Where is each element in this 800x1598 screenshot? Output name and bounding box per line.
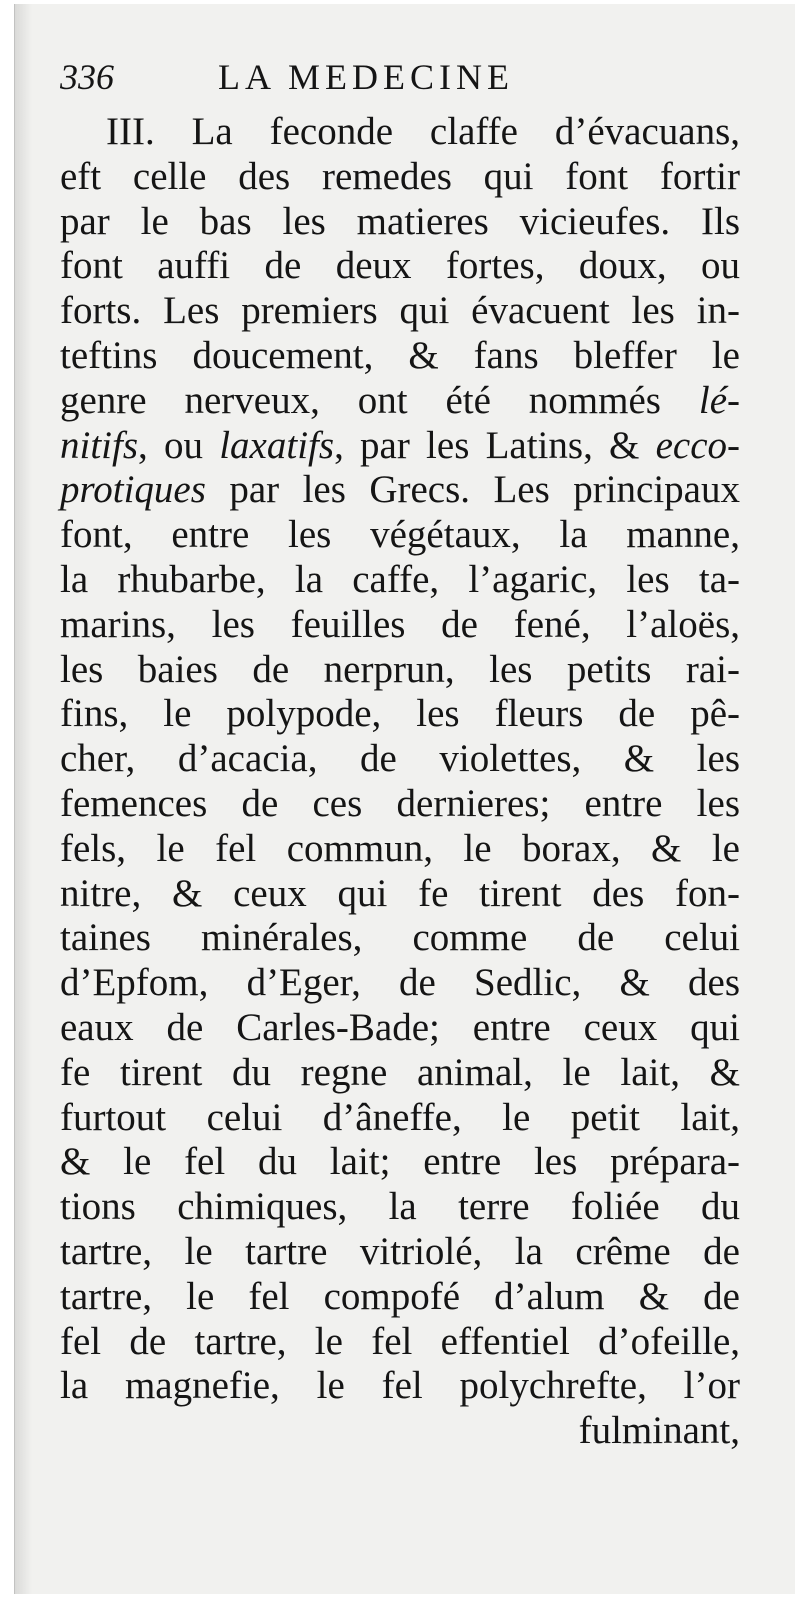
running-title: LA MEDECINE — [218, 57, 514, 97]
text-line — [60, 782, 740, 827]
text-line — [60, 1275, 740, 1320]
text-segment: par le bas les matieres vicieufes. Ils — [60, 199, 740, 243]
text-segment: eaux de Carles-Bade; entre ceux qui — [60, 1005, 740, 1049]
text-line — [60, 1364, 740, 1409]
text-line — [60, 424, 740, 469]
text-line — [60, 110, 740, 155]
text-segment: fel de tartre, le fel effentiel d’ofeille, — [60, 1319, 740, 1363]
text-segment: furtout celui d’âneffe, le petit lait, — [60, 1095, 740, 1139]
text-segment: , ou — [138, 423, 220, 467]
text-segment: fels, le fel commun, le borax, & le — [60, 826, 740, 870]
text-segment: la magnefie, le fel polychrefte, l’or — [60, 1364, 740, 1408]
text-segment: , par les Latins, & — [334, 423, 656, 467]
text-segment: nitre, & ceux qui fe tirent des fon- — [60, 871, 740, 915]
text-line — [60, 1409, 740, 1454]
text-segment: d’Epfom, d’Eger, de Sedlic, & des — [60, 961, 740, 1005]
text-segment: fe tirent du regne animal, le lait, & — [60, 1050, 740, 1094]
text-line — [60, 558, 740, 603]
text-segment: teftins doucement, & fans bleffer le — [60, 333, 740, 377]
text-line — [60, 155, 740, 200]
italic-text: ecco- — [655, 423, 741, 467]
text-segment: cher, d’acacia, de violettes, & les — [60, 737, 740, 781]
text-line — [60, 244, 740, 289]
text-segment: taines minérales, comme de celui — [60, 916, 740, 960]
text-line — [60, 1051, 740, 1096]
text-line — [60, 872, 740, 917]
italic-text: protiques — [60, 468, 206, 512]
italic-text: lé- — [698, 378, 740, 422]
body-text — [60, 110, 740, 1454]
text-segment: femences de ces dernieres; entre les — [60, 781, 740, 825]
text-segment: font auffi de deux fortes, doux, ou — [60, 244, 740, 288]
text-line — [60, 468, 740, 513]
page-gutter-shadow — [14, 4, 32, 1594]
text-segment: fulminant, — [578, 1409, 740, 1453]
running-head — [60, 56, 580, 102]
text-segment: III. La feconde claffe d’évacuans, — [106, 110, 740, 153]
text-line — [60, 1320, 740, 1365]
text-segment: genre nerveux, ont été nommés — [60, 378, 699, 422]
text-segment: tartre, le tartre vitriolé, la crême de — [60, 1229, 740, 1273]
text-line — [60, 379, 740, 424]
text-line — [60, 737, 740, 782]
text-segment: eft celle des remedes qui font fortir — [60, 154, 740, 198]
italic-text: nitifs — [60, 423, 139, 467]
text-segment: & le fel du lait; entre les prépara- — [60, 1140, 740, 1184]
text-line — [60, 603, 740, 648]
text-line — [60, 289, 740, 334]
italic-text: laxatifs — [219, 423, 335, 467]
text-segment: font, entre les végétaux, la manne, — [60, 513, 740, 557]
text-line — [60, 648, 740, 693]
text-line — [60, 961, 740, 1006]
text-line — [60, 916, 740, 961]
text-segment: marins, les feuilles de fené, l’aloës, — [60, 602, 740, 646]
text-line — [60, 692, 740, 737]
text-line — [60, 1006, 740, 1051]
text-line — [60, 1185, 740, 1230]
text-segment: tartre, le fel compofé d’alum & de — [60, 1274, 740, 1318]
text-segment: fins, le polypode, les fleurs de pê- — [60, 692, 740, 736]
text-segment: les baies de nerprun, les petits rai- — [60, 647, 740, 691]
text-segment: tions chimiques, la terre foliée du — [60, 1185, 740, 1229]
text-line — [60, 334, 740, 379]
page-number: 336 — [60, 57, 114, 97]
text-line — [60, 827, 740, 872]
text-line — [60, 1096, 740, 1141]
text-line — [60, 1230, 740, 1275]
text-line — [60, 200, 740, 245]
text-segment: par les Grecs. Les principaux — [205, 468, 740, 512]
text-segment: la rhubarbe, la caffe, l’agaric, les ta- — [60, 557, 740, 601]
text-line — [60, 1140, 740, 1185]
text-line — [60, 513, 740, 558]
text-segment: forts. Les premiers qui évacuent les in- — [60, 289, 740, 333]
